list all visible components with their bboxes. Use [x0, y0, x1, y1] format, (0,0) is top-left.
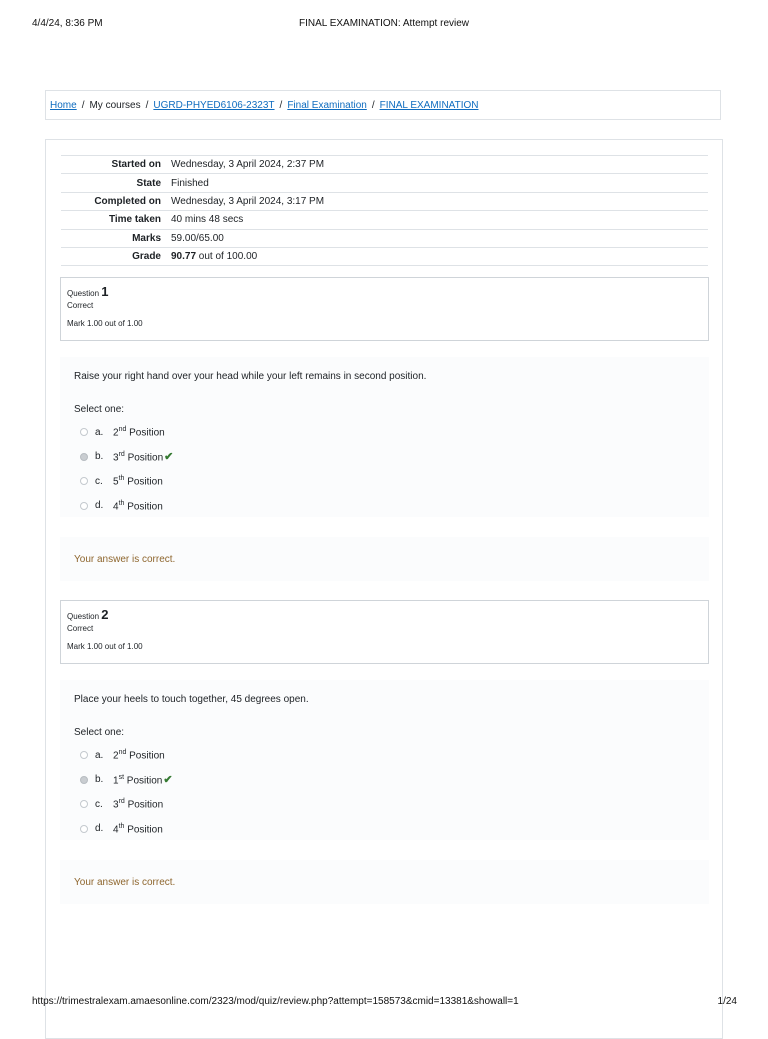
breadcrumb-separator: / — [279, 99, 283, 111]
summary-label: Marks — [61, 229, 166, 247]
breadcrumb-section-link[interactable]: Final Examination — [287, 99, 367, 111]
summary-value — [166, 247, 708, 265]
radio-button[interactable] — [80, 800, 88, 808]
summary-value: 59.00/65.00 — [166, 229, 708, 247]
breadcrumb-separator: / — [145, 99, 149, 111]
answer-option[interactable] — [74, 445, 709, 470]
question-info-2 — [60, 600, 709, 664]
breadcrumb-separator: / — [371, 99, 375, 111]
answer-option[interactable] — [74, 743, 709, 768]
question-state: Correct — [67, 624, 94, 633]
answer-option[interactable] — [74, 494, 709, 519]
option-letter: c. — [95, 475, 103, 487]
question-label: Question — [67, 289, 100, 298]
question-number: 1 — [101, 284, 109, 299]
print-page-number: 1/24 — [717, 996, 737, 1007]
answer-option[interactable] — [74, 469, 709, 494]
select-one-prompt: Select one: — [74, 404, 125, 415]
attempt-summary-table — [61, 155, 708, 266]
radio-button[interactable] — [80, 825, 88, 833]
question-mark: Mark 1.00 out of 1.00 — [67, 319, 143, 328]
option-letter: a. — [95, 749, 104, 761]
print-footer — [0, 996, 768, 1010]
radio-button-checked[interactable] — [80, 453, 88, 461]
answer-feedback: Your answer is correct. — [60, 537, 709, 581]
summary-value: Finished — [166, 174, 708, 192]
option-text: 5th Position — [113, 475, 163, 488]
breadcrumb-home-link[interactable]: Home — [50, 99, 77, 111]
summary-row — [61, 247, 708, 265]
option-letter: b. — [95, 774, 104, 786]
option-letter: c. — [95, 798, 103, 810]
answer-option[interactable] — [74, 817, 709, 842]
summary-row — [61, 156, 708, 174]
option-text: 2nd Position — [113, 749, 165, 762]
print-date: 4/4/24, 8:36 PM — [32, 18, 103, 29]
summary-value: 40 mins 48 secs — [166, 211, 708, 229]
grade-value: 90.77 — [171, 251, 197, 263]
answer-option[interactable] — [74, 768, 709, 793]
answer-feedback: Your answer is correct. — [60, 860, 709, 904]
option-text: 2nd Position — [113, 426, 165, 439]
summary-value: Wednesday, 3 April 2024, 2:37 PM — [166, 156, 708, 174]
option-letter: d. — [95, 500, 104, 512]
summary-label: Started on — [61, 156, 166, 174]
main-region — [45, 139, 723, 1039]
summary-row — [61, 229, 708, 247]
breadcrumb-course-link[interactable]: UGRD-PHYED6106-2323T — [153, 99, 275, 111]
breadcrumb — [45, 90, 721, 120]
question-content-2 — [60, 680, 709, 840]
radio-button-checked[interactable] — [80, 776, 88, 784]
breadcrumb-quiz-link[interactable]: FINAL EXAMINATION — [379, 99, 479, 111]
summary-row — [61, 174, 708, 192]
option-letter: b. — [95, 451, 104, 463]
option-letter: a. — [95, 426, 104, 438]
radio-button[interactable] — [80, 428, 88, 436]
question-text: Raise your right hand over your head while your left remains in second position. — [74, 371, 427, 382]
select-one-prompt: Select one: — [74, 727, 125, 738]
breadcrumb-separator: / — [81, 99, 85, 111]
print-url: https://trimestralexam.amaesonline.com/2323/mod/quiz/review.php?attempt=158573&cmid=13381&showall=1 — [32, 996, 519, 1007]
question-text: Place your heels to touch together, 45 degrees open. — [74, 694, 309, 705]
option-text: 1st Position — [113, 773, 163, 786]
breadcrumb-my-courses: My courses — [89, 99, 141, 111]
question-number: 2 — [101, 607, 109, 622]
correct-check-icon: ✔ — [163, 774, 173, 787]
option-letter: d. — [95, 823, 104, 835]
print-title: FINAL EXAMINATION: Attempt review — [298, 18, 470, 29]
answer-option[interactable] — [74, 420, 709, 445]
print-header — [0, 18, 768, 32]
correct-check-icon: ✔ — [164, 451, 174, 464]
radio-button[interactable] — [80, 477, 88, 485]
question-mark: Mark 1.00 out of 1.00 — [67, 642, 143, 651]
summary-label: Completed on — [61, 192, 166, 210]
summary-label: State — [61, 174, 166, 192]
option-text: 4th Position — [113, 499, 163, 512]
answer-option[interactable] — [74, 792, 709, 817]
summary-row — [61, 211, 708, 229]
question-label: Question — [67, 612, 100, 621]
summary-label: Grade — [61, 247, 166, 265]
question-info-1 — [60, 277, 709, 341]
radio-button[interactable] — [80, 502, 88, 510]
radio-button[interactable] — [80, 751, 88, 759]
option-text: 4th Position — [113, 822, 163, 835]
summary-row — [61, 192, 708, 210]
summary-value: Wednesday, 3 April 2024, 3:17 PM — [166, 192, 708, 210]
option-text: 3rd Position — [113, 798, 164, 811]
summary-label: Time taken — [61, 211, 166, 229]
option-text: 3rd Position — [113, 450, 164, 463]
question-content-1 — [60, 357, 709, 517]
grade-suffix: out of 100.00 — [196, 251, 258, 263]
question-state: Correct — [67, 301, 94, 310]
